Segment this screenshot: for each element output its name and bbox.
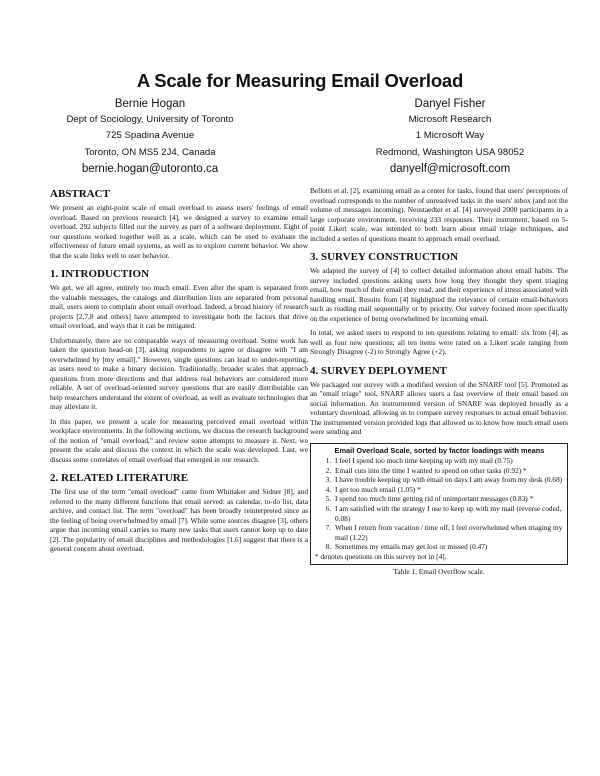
author-address: 725 Spadina Avenue (105, 130, 195, 142)
left-column (50, 188, 308, 559)
scale-item: 8. Sometimes my emails may get lost or missed (0.47) (333, 542, 564, 552)
table-note: * denotes questions on this survey not in [4]. (315, 552, 447, 562)
related-paragraph: The first use of the term "email overload" came from Whittaker and Sidner [8], and referred to the many different functions that email served: as calendar, to-do list, data archive, and contact list. The term "overload" has been broadly reinterpreted since as the feeling of being overwhelmed by email [7]. While some sources disagree [3], others argue that incoming email carries so many new tasks that users cannot keep up to date [2]. The popularity of email disciplines and methodologies [1,6] suggest that there is a general concern about overload. (50, 487, 308, 553)
author-block-2 (300, 96, 600, 177)
deployment-paragraph: We packaged our survey with a modified version of the SNARF tool [5]. Promoted as an "email triage" tool, SNARF allows users a fast overview of their email based on social information. An instrumented version of SNARF was deployed broadly as a voluntary download, allowing us to compare survey responses to actual email behavior. The instrumented version provided logs that allowed us to know how much email users were sending and (310, 379, 568, 436)
scale-item: 7. When I return from vacation / time off, I feel overwhelmed when triaging my mail (1.22) (333, 523, 564, 542)
scale-item: 3. I have trouble keeping up with email on days I am away from my desk (0.68) (333, 475, 564, 485)
related-continued-paragraph: Bellotti et al. [2], examining email as a center for tasks, found that users' perceptions of overload corresponds to the number of unresolved tasks in the users' inbox (and not the volume of messages incoming). Neustaedter et al. [4] surveyed 2000 participants in a large corporate environment, receiving 233 responses. Their instrument, based on 5-point Likert scale, was intended to both learn about email triage techniques, and included a series of questions meant to approach email overload. (310, 186, 568, 243)
construction-paragraph: We adapted the survey of [4] to collect detailed information about email habits. The survey included questions asking users how long they thought they spent triaging email, how much of their email they read, and their experience of stress associated with handling email. Results from [4] highlighted the relevance of certain email-behaviors such as reading mail sequentially or by priority. Our survey focused more specifically on the experience of being overwhelmed by incoming email. (310, 266, 568, 323)
table-heading: Email Overload Scale, sorted by factor loadings with means (334, 445, 545, 455)
author-address: 1 Microsoft Way (415, 130, 485, 142)
scale-item: 4. I get too much email (1.05) * (333, 485, 564, 495)
overload-scale-table (310, 443, 568, 565)
table-caption: Table 1. Email Overflow scale. (393, 566, 485, 576)
author-name: Bernie Hogan (114, 98, 186, 110)
author-city: Redmond, Washington USA 98052 (375, 146, 525, 158)
abstract-heading: ABSTRACT (50, 188, 110, 200)
deployment-heading: 4. SURVEY DEPLOYMENT (310, 364, 448, 377)
intro-paragraph: We get, we all agree, entirely too much email. Even after the spam is separated from the valuable messages, the catalogs and distribution lists are separated from personal mail, users seem to complain about email overload. Indeed, a broad history of research projects [2,7,8 and others] have attempted to investigate both the factors that drive email overload, and ways that it can be mitigated. (50, 283, 308, 330)
scale-item-list (315, 456, 564, 552)
intro-paragraph: In this paper, we present a scale for measuring perceived email overload within workplace environments. In the following sections, we discuss the research background of the notion of "email overload," and review some attempts to measure it. Next, we present the scale and discuss the context in which the scale was developed. Last, we discuss some correlates of email overload that emerged in our research. (50, 416, 308, 464)
scale-item: 2. Email cuts into the time I wanted to spend on other tasks (0.92) * (333, 466, 564, 476)
related-heading: 2. RELATED LITERATURE (50, 472, 189, 484)
scale-item: 6. I am satisfied with the strategy I use to keep up with my mail (reverse coded, 0.08) (333, 504, 564, 523)
author-city: Toronto, ON MS5 2J4, Canada (84, 146, 216, 158)
author-affiliation: Microsoft Research (408, 114, 492, 126)
paper-title: A Scale for Measuring Email Overload (136, 70, 464, 91)
author-affiliation: Dept of Sociology, University of Toronto (66, 114, 234, 126)
author-email: bernie.hogan@utoronto.ca (81, 162, 219, 175)
abstract-text: We present an eight-point scale of email overload to assess users' feelings of email overload. Based on previous research [4], we designed a survey to examine email overload. 292 subjects filled out the survey as part of a software deployment. Eight of our questions worked together well as a scale, which can be used to evaluate the effectiveness of future email systems, as well as to explore current behavior. We show that the scale links well to user behavior. (50, 203, 308, 260)
intro-paragraph: Unfortunately, there are no comparable ways of measuring overload. Some work has taken the question head-on [3], asking respondents to agree or disagree with "I am overwhelmed by [my email]." However, single questions can lead to under-reporting, as users need to make a binary decision. Traditionally, broader scales that approach questions from more directions and that address real behaviors are considered more reliable. A set of overload-oriented survey questions that are easily distributable can help researchers understand the extent of overload, as well as evaluate technologies that may alleviate it. (50, 335, 308, 411)
right-column (310, 186, 568, 576)
scale-item: 1. I feel I spend too much time keeping up with my mail (0.75) (333, 456, 564, 466)
intro-heading: 1. INTRODUCTION (50, 268, 150, 280)
scale-item: 5. I spend too much time getting rid of unimportant messages (0.83) * (333, 494, 564, 504)
author-block-1 (0, 96, 300, 177)
construction-paragraph: In total, we asked users to respond to ten questions relating to email: six from [4], as well as four new questions; all ten items were rated on a Likert scale ranging from Strongly Disagree (-2) to Strongly Agree (+2). (310, 328, 568, 356)
author-name: Danyel Fisher (414, 98, 486, 110)
construction-heading: 3. SURVEY CONSTRUCTION (310, 251, 459, 263)
author-email: danyelf@microsoft.com (389, 162, 511, 175)
